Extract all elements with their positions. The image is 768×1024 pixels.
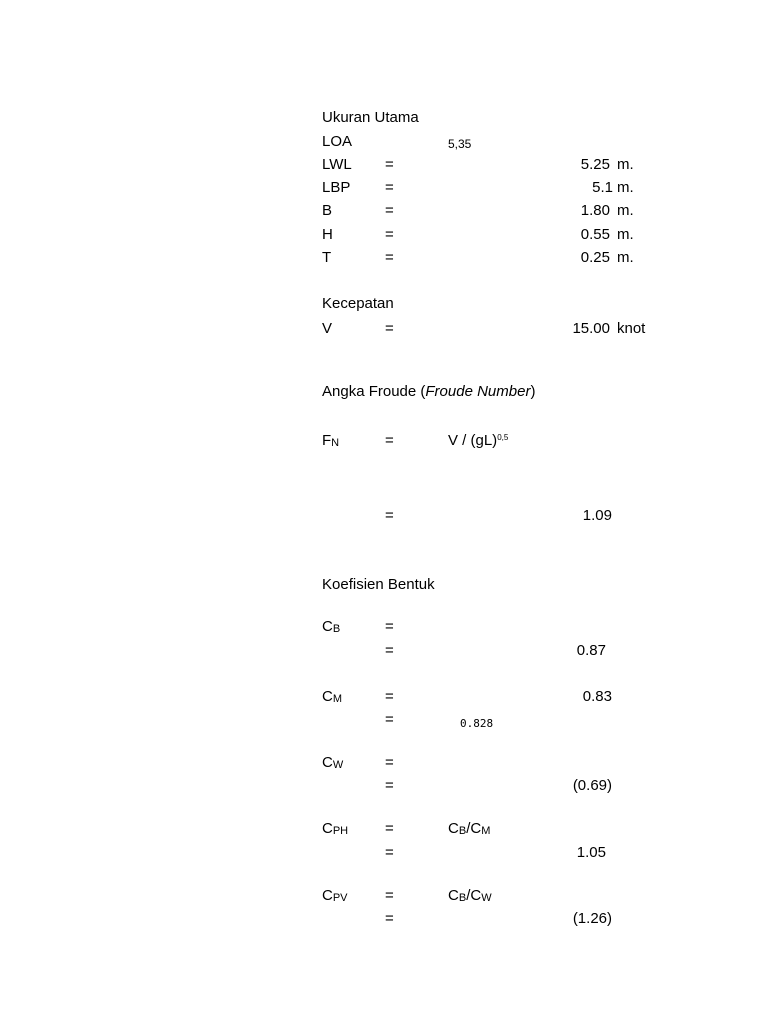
fn-formula (448, 432, 508, 450)
cm-note: 0.828 (460, 717, 494, 730)
cm-eq1: = (385, 688, 394, 705)
cpv-f2: C (470, 887, 482, 904)
cph-f1-sub: B (458, 825, 467, 837)
b-unit: m. (617, 202, 634, 219)
cm-sub: M (332, 693, 343, 705)
cb-sub: B (332, 623, 341, 635)
cph-f1: C (448, 820, 459, 837)
lbp-eq: = (385, 179, 394, 196)
cpv-label (322, 887, 348, 906)
section-title-froude (322, 383, 535, 401)
froude-title-prefix: Angka Froude ( (322, 383, 426, 400)
fn-eq2: = (385, 507, 394, 524)
cw-eq2: = (385, 777, 394, 794)
cw-eq1: = (385, 754, 394, 771)
cpv-eq1: = (385, 887, 394, 904)
lwl-label: LWL (322, 156, 352, 173)
cpv-sub: PV (332, 892, 348, 904)
cb-value: 0.87 (576, 642, 606, 659)
cpv-formula (448, 887, 492, 906)
lwl-eq: = (385, 156, 394, 173)
cm-main: C (322, 688, 333, 705)
cph-label (322, 820, 348, 839)
lwl-unit: m. (617, 156, 634, 173)
cw-main: C (322, 754, 333, 771)
cw-value: (0.69) (572, 777, 612, 794)
cb-eq1: = (385, 618, 394, 635)
v-unit: knot (617, 320, 646, 337)
h-eq: = (385, 226, 394, 243)
cm-label (322, 688, 342, 707)
fn-label (322, 432, 339, 451)
cph-value: 1.05 (576, 844, 606, 861)
loa-note: 5,35 (448, 137, 472, 151)
fn-formula-main: V / (gL) (448, 432, 498, 449)
b-value: 1.80 (580, 202, 610, 219)
fn-value: 1.09 (582, 507, 612, 524)
cm-eq2: = (385, 711, 394, 728)
h-label: H (322, 226, 333, 243)
v-eq: = (385, 320, 394, 337)
cw-label (322, 754, 343, 773)
cph-eq2: = (385, 844, 394, 861)
section-title-kecepatan: Kecepatan (322, 295, 394, 312)
b-eq: = (385, 202, 394, 219)
cpv-f2-sub: W (481, 892, 492, 904)
froude-title-italic: Froude Number (425, 383, 531, 400)
t-value: 0.25 (580, 249, 610, 266)
cph-sub: PH (332, 825, 349, 837)
cw-sub: W (332, 759, 344, 771)
t-label: T (322, 249, 332, 266)
v-value: 15.00 (572, 320, 610, 337)
cb-main: C (322, 618, 333, 635)
fn-eq: = (385, 432, 394, 449)
lbp-label: LBP (322, 179, 351, 196)
cph-f2-sub: M (481, 825, 491, 837)
cpv-f1-sub: B (458, 892, 467, 904)
cb-label (322, 618, 340, 637)
t-eq: = (385, 249, 394, 266)
cpv-eq2: = (385, 910, 394, 927)
lwl-value: 5.25 (580, 156, 610, 173)
cpv-value: (1.26) (572, 910, 612, 927)
cpv-main: C (322, 887, 333, 904)
cpv-f1: C (448, 887, 459, 904)
cph-slash: / (466, 820, 471, 837)
cph-eq1: = (385, 820, 394, 837)
cph-f2: C (470, 820, 482, 837)
lbp-unit: m. (617, 179, 634, 196)
cpv-slash: / (466, 887, 471, 904)
v-label: V (322, 320, 333, 337)
cb-eq2: = (385, 642, 394, 659)
lbp-value: 5.1 (592, 179, 613, 196)
loa-label: LOA (322, 133, 353, 150)
froude-title-suffix: ) (530, 383, 536, 400)
fn-formula-exp: 0,5 (497, 433, 509, 442)
h-unit: m. (617, 226, 634, 243)
cph-main: C (322, 820, 333, 837)
section-title-koefisien: Koefisien Bentuk (322, 576, 435, 593)
section-title-ukuran-utama: Ukuran Utama (322, 109, 419, 126)
h-value: 0.55 (580, 226, 610, 243)
cph-formula (448, 820, 490, 839)
fn-sub: N (331, 437, 340, 449)
fn-main: F (322, 432, 332, 449)
cm-value: 0.83 (582, 688, 612, 705)
b-label: B (322, 202, 333, 219)
t-unit: m. (617, 249, 634, 266)
